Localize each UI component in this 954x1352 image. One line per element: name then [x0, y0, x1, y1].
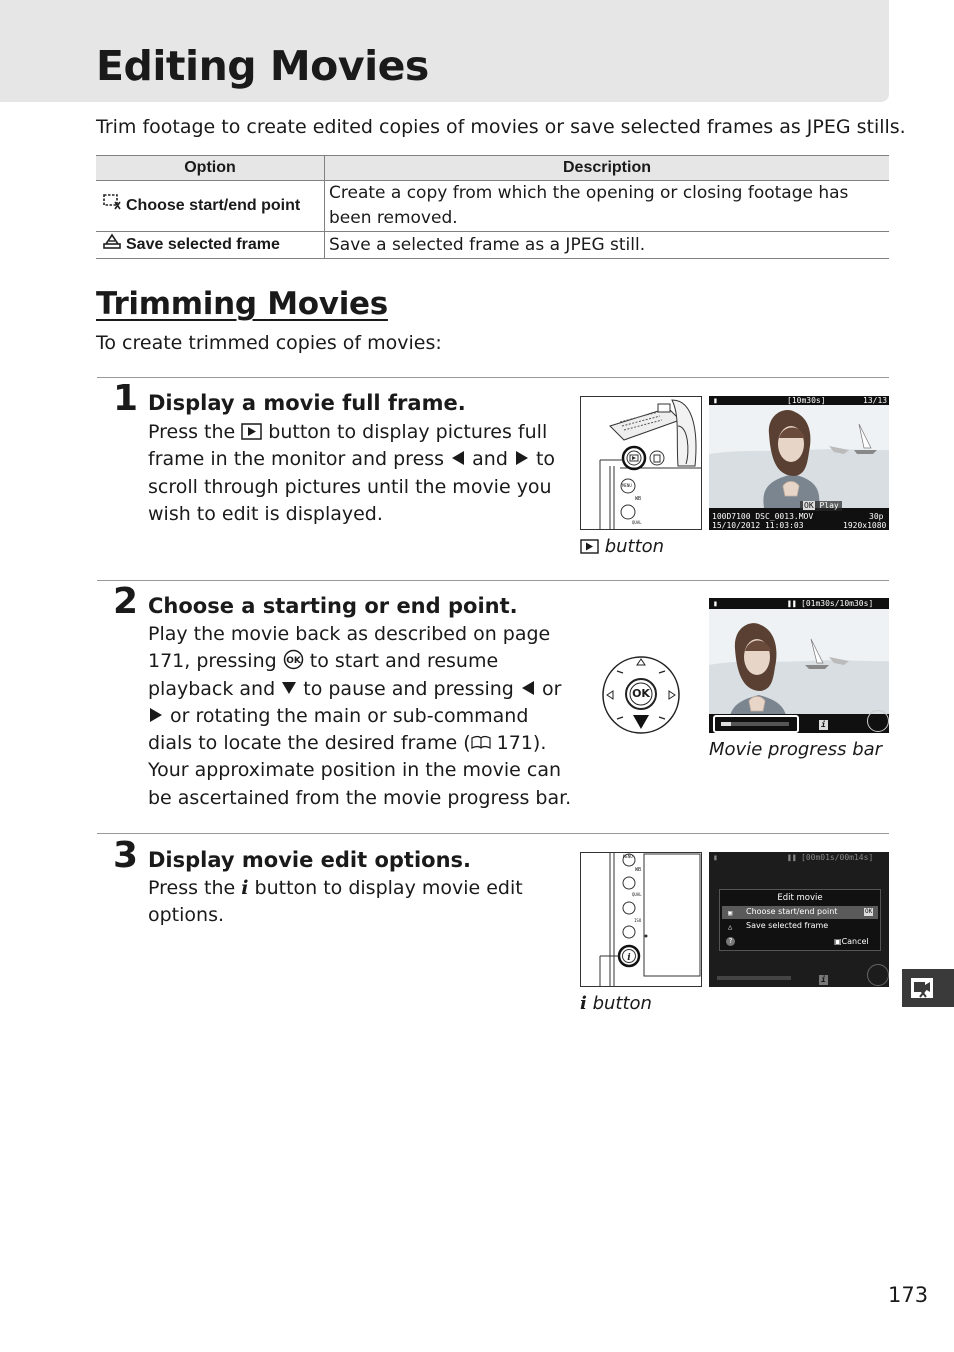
table-row	[96, 232, 889, 259]
body-text: to pause and pressing	[297, 677, 520, 700]
dial-icon	[867, 964, 889, 986]
option-cell	[96, 181, 325, 232]
page-number: 173	[888, 1283, 929, 1307]
info-icon: i	[821, 720, 826, 729]
movie-progress-bar	[713, 715, 799, 733]
save-frame-icon	[102, 232, 126, 258]
body-text: or rotating the main or sub-command dials to locate the desired frame (	[148, 704, 529, 755]
figure-caption	[580, 991, 652, 1017]
pause-icon: ❚❚	[787, 853, 797, 862]
body-text: to start and resume playback and	[148, 650, 499, 700]
column-header-description: Description	[325, 156, 890, 181]
ok-button-icon	[283, 650, 304, 672]
step-heading: Display movie edit options.	[148, 848, 472, 872]
duration-text: 10m30s	[791, 396, 821, 405]
playback-button-icon	[580, 536, 599, 557]
figure-caption	[580, 534, 664, 560]
table-row	[96, 181, 889, 232]
playback-button-icon	[241, 421, 262, 443]
left-arrow-icon	[450, 448, 466, 470]
step-divider	[97, 580, 889, 581]
wb-label: WB	[635, 867, 642, 873]
frame-size: 1920x1080	[843, 521, 887, 530]
menu-item-save-frame[interactable]	[722, 920, 878, 933]
step-number: 1	[113, 378, 139, 419]
info-button-icon: i	[580, 993, 587, 1014]
chapter-tab	[902, 969, 954, 1007]
wb-label: WB	[635, 496, 642, 502]
help-icon: ?	[726, 937, 735, 946]
play-label: Play	[819, 501, 839, 510]
menu-button-label: MENU	[622, 483, 632, 488]
monitor-screen	[709, 598, 889, 733]
play-prompt	[800, 501, 842, 511]
trash-icon: ▣	[834, 937, 842, 946]
save-frame-icon: △	[728, 923, 733, 931]
camera-back-illustration	[580, 852, 702, 987]
step-number: 2	[113, 581, 139, 622]
figure-caption: Movie progress bar	[709, 739, 883, 760]
step-heading: Choose a starting or end point.	[148, 594, 518, 618]
frame-rate: 30p	[869, 512, 884, 521]
ok-label: OK	[632, 687, 650, 700]
body-text: to scroll through pictures until the movie you wish to edit is displayed.	[148, 448, 556, 525]
movie-icon: ▮	[713, 599, 718, 608]
description-cell: Save a selected frame as a JPEG still.	[325, 232, 890, 259]
step-body	[148, 875, 568, 930]
info-button-icon: i	[241, 877, 249, 899]
step-divider	[97, 377, 889, 378]
right-arrow-icon	[148, 705, 164, 727]
menu-button-label: MENU	[623, 854, 633, 859]
option-cell	[96, 232, 325, 259]
book-reference-icon	[471, 732, 491, 754]
movie-icon: ▮	[713, 853, 718, 862]
caption-text: button	[599, 536, 665, 557]
right-arrow-icon	[514, 448, 530, 470]
table-header-row	[96, 156, 889, 181]
file-name: 100D7100 DSC_0013.MOV	[712, 512, 814, 521]
body-text: or	[535, 677, 562, 700]
body-text: Press the	[148, 877, 242, 899]
section-title: Trimming Movies	[96, 286, 388, 322]
step-body	[148, 419, 568, 528]
duration-readout: [10m30s]	[787, 396, 826, 405]
dial-icon	[867, 710, 889, 732]
time-text: 00m01s/00m14s	[805, 853, 869, 862]
date-time: 15/10/2012 11:03:03	[712, 521, 804, 530]
time-readout: [01m30s/10m30s]	[801, 599, 874, 608]
movie-progress-bar	[717, 976, 791, 980]
body-text: Press the	[148, 421, 242, 443]
menu-item-choose-start-end[interactable]	[722, 906, 878, 919]
monitor-screen	[709, 852, 889, 987]
body-text: button to display movie edit options.	[148, 877, 523, 927]
iso-label: ISO	[634, 918, 642, 923]
step-divider	[97, 833, 889, 834]
body-text: 171). Your approximate position in the movie can be ascertained from the movie progress bar.	[148, 732, 572, 809]
step-heading: Display a movie full frame.	[148, 391, 466, 415]
svg-text:OK: OK	[285, 656, 301, 667]
option-name: Save selected frame	[126, 236, 280, 254]
ok-badge: OK	[804, 501, 814, 510]
step-body	[148, 621, 573, 812]
pause-icon: ❚❚	[787, 599, 797, 608]
menu-item-label: Save selected frame	[746, 921, 829, 930]
step-number: 3	[113, 835, 139, 876]
intro-paragraph: Trim footage to create edited copies of movies or save selected frames as JPEG stills.	[96, 116, 906, 138]
option-name: Choose start/end point	[126, 197, 301, 215]
cancel-button[interactable]	[834, 937, 869, 947]
section-intro: To create trimmed copies of movies:	[96, 332, 442, 354]
column-header-option: Option	[96, 156, 325, 181]
time-text: 01m30s/10m30s	[805, 599, 869, 608]
info-icon: i	[821, 975, 826, 984]
qual-label: QUAL	[632, 892, 642, 897]
edit-movie-menu	[719, 889, 881, 951]
movie-chapter-icon	[910, 977, 934, 1003]
time-readout: [00m01s/00m14s]	[801, 853, 874, 862]
body-text: Play the movie back as described on page 171, pressing	[148, 623, 551, 673]
page-title: Editing Movies	[96, 42, 429, 90]
options-table	[96, 155, 889, 259]
body-text: button to display pictures full frame in the monitor and press	[148, 421, 548, 471]
ok-badge: OK	[865, 908, 873, 915]
movie-icon: ▮	[713, 396, 718, 405]
qual-label: QUAL	[632, 520, 642, 525]
description-cell: Create a copy from which the opening or closing footage has been removed.	[325, 181, 890, 232]
body-text: and	[466, 448, 514, 471]
cancel-label: Cancel	[841, 937, 869, 946]
camera-back-illustration	[580, 396, 702, 530]
monitor-screen	[709, 396, 889, 530]
trim-icon: ▣	[728, 909, 733, 917]
down-arrow-icon	[281, 678, 297, 700]
caption-text: button	[586, 993, 652, 1014]
frame-counter: 13/13	[863, 396, 888, 405]
trim-icon	[102, 193, 126, 219]
menu-title: Edit movie	[777, 893, 823, 903]
multi-selector-illustration	[601, 655, 681, 735]
left-arrow-icon	[520, 678, 536, 700]
svg-text:i: i	[627, 953, 631, 963]
menu-item-label: Choose start/end point	[746, 907, 838, 916]
